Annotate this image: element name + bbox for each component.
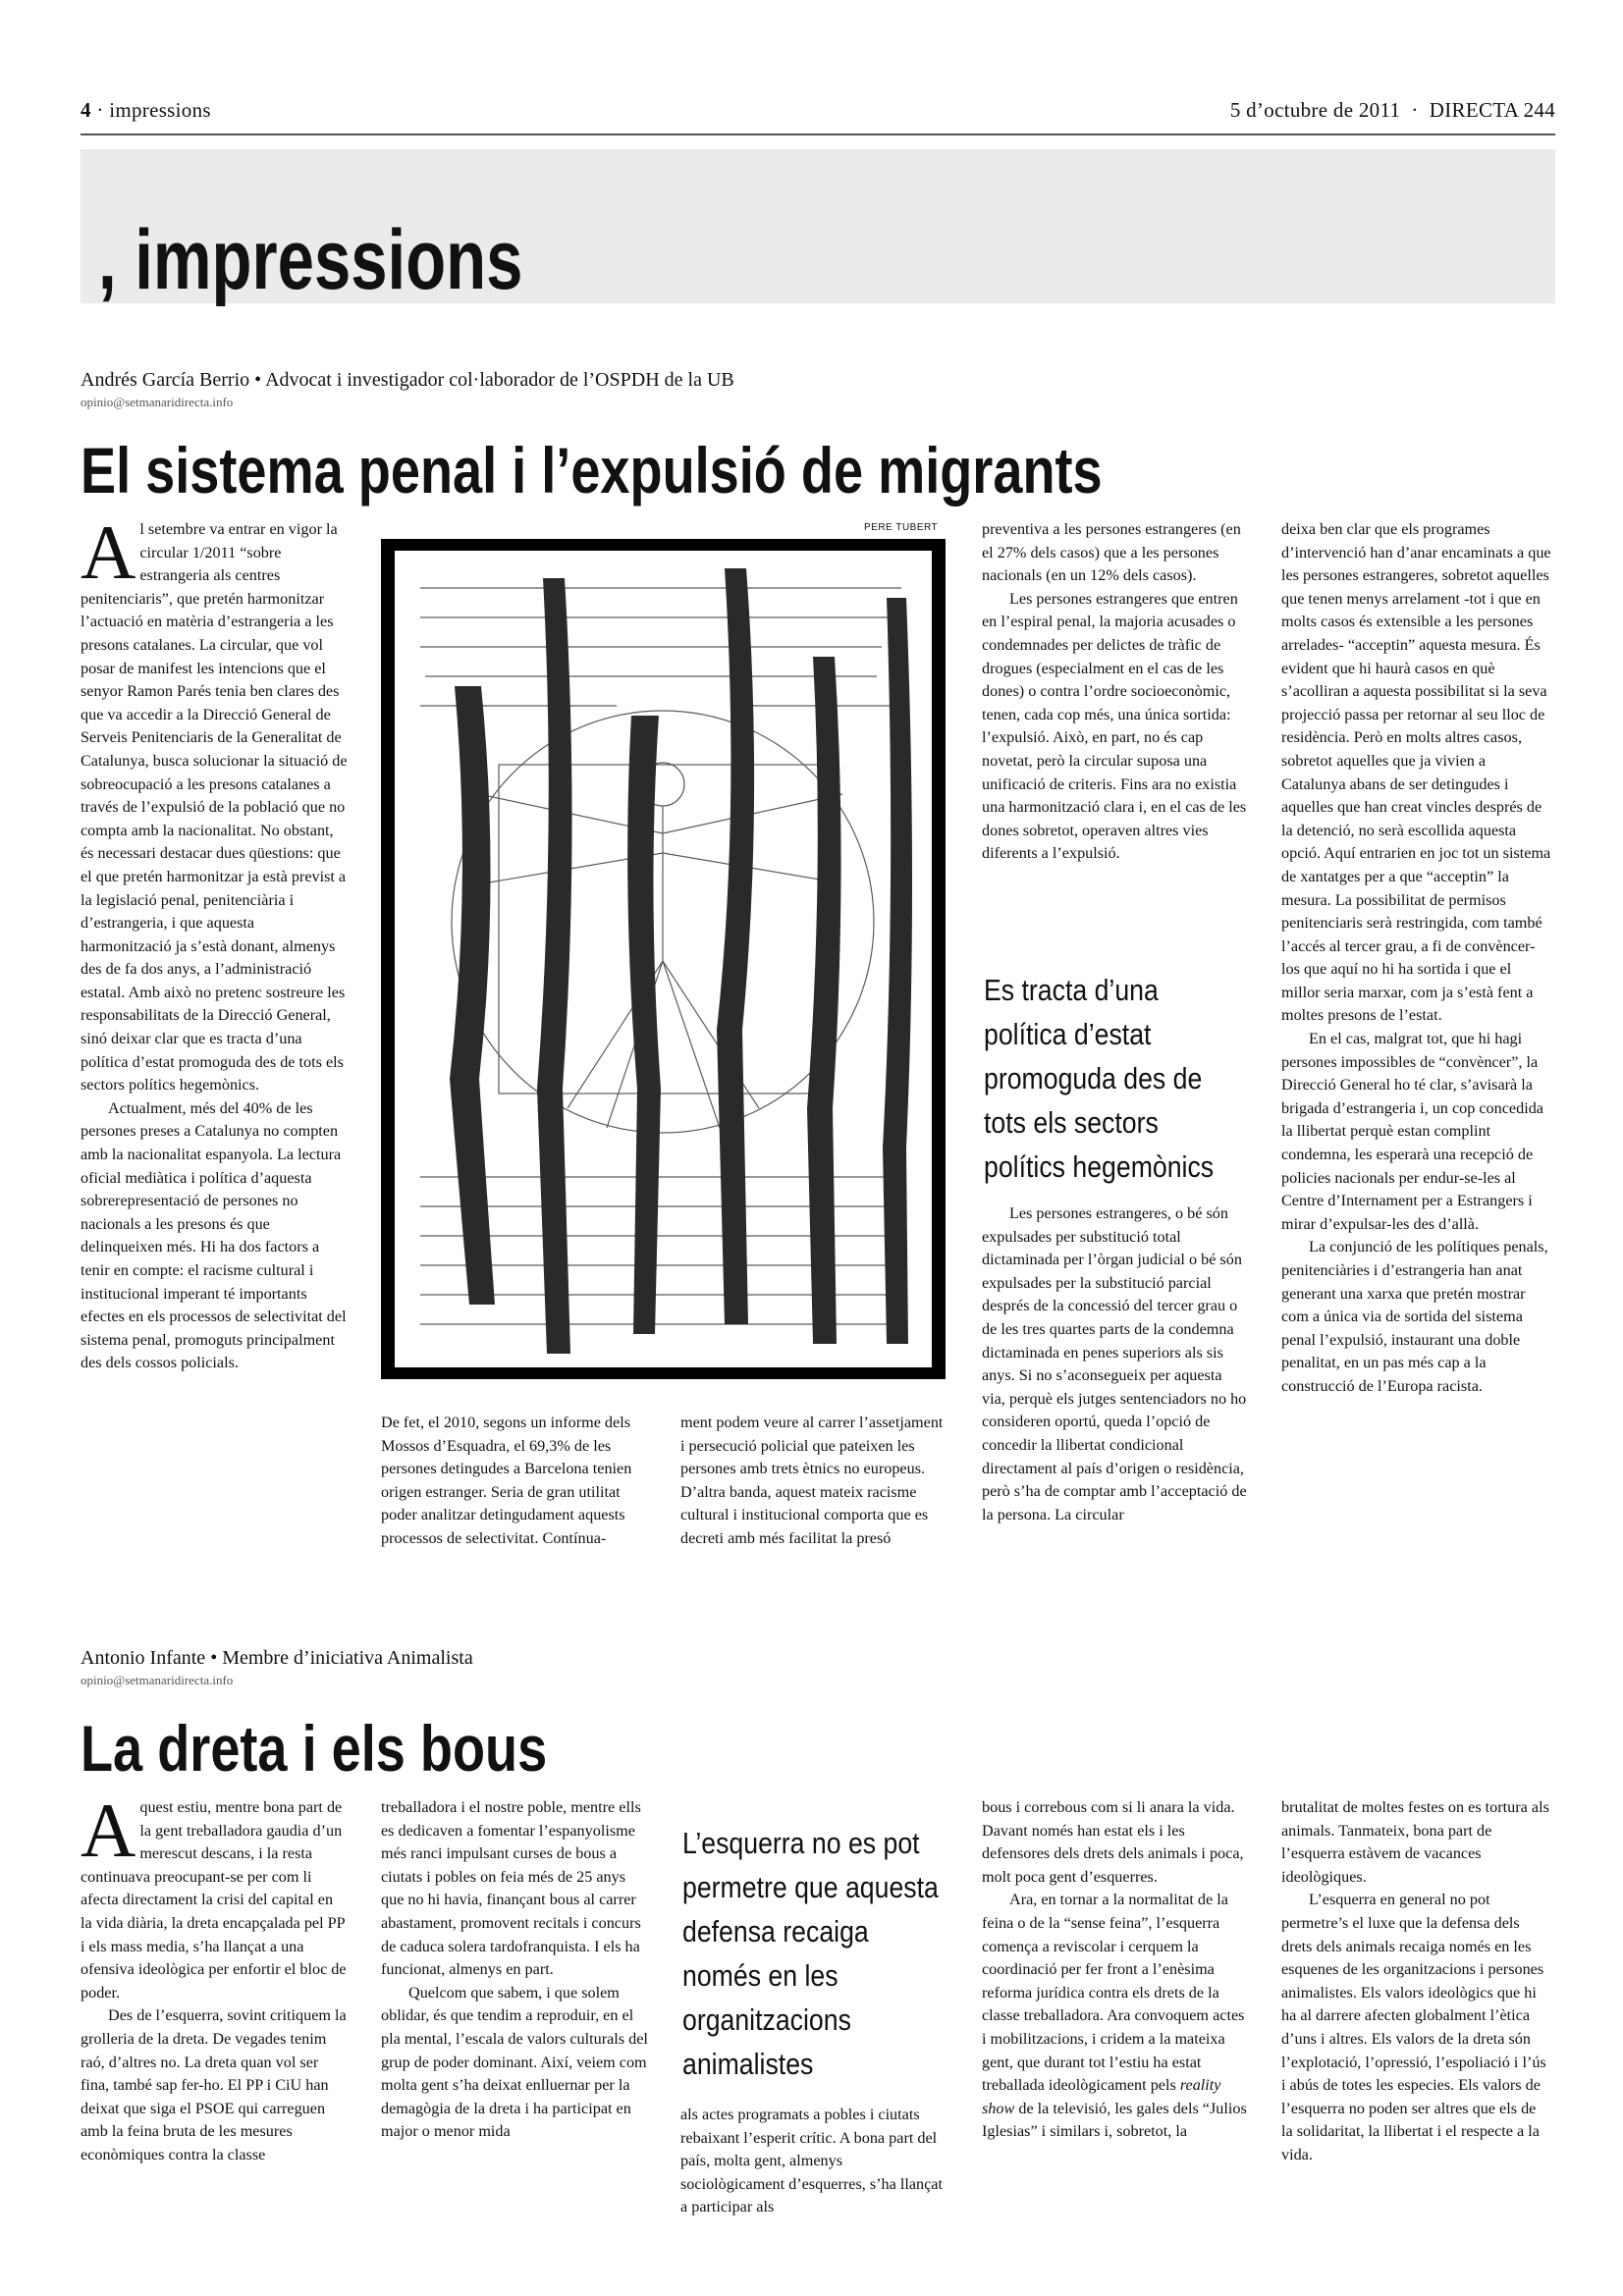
article2-column-1: [81, 1788, 348, 2167]
article1-byline: Andrés García Berrio • Advocat i investigador col·laborador de l’OSPDH de la UB: [81, 369, 734, 391]
article1-column-2b: [680, 1412, 947, 1551]
publication-issue: DIRECTA 244: [1429, 98, 1555, 122]
paragraph: als actes programats a pobles i ciutats rebaixant l’esperit crític. A bona part del país, molta gent, almenys sociològicament d’esquerres, s’ha llançat a participar als: [680, 2106, 943, 2216]
header-rule: [81, 133, 1555, 135]
page-number: 4: [81, 98, 91, 122]
running-header-left: 4 · impressions: [81, 98, 211, 122]
paragraph: ment podem veure al carrer l’assetjament i persecució policial que pateixen les persones amb trets ètnics no europeus. D’altra banda, aquest mateix racisme cultural i institucional comporta que es decreti amb més facilitat la presó: [680, 1414, 944, 1547]
running-header-right: 5 d’octubre de 2011 · DIRECTA 244: [1229, 98, 1555, 122]
illustration-vitruvian-man-behind-bars: [381, 539, 946, 1379]
article1-column-3b: [982, 1202, 1249, 1526]
paragraph: l setembre va entrar en vigor la circular 1/2011 “sobre estrangeria als centres penitenciaris”, que pretén harmonitzar l’actuació en matèria d’estrangeria a les presons catalanes. La circular, que vol posar de manifest les intencions que el senyor Ramon Parés tenia ben clares des que va accedir a la Direcció General de Serveis Penitenciaris de la Generalitat de Catalunya, busca solucionar la situació de sobreocupació a les presons catalanes a través de l’expulsió de la població que no compta amb la nacionalitat. No obstant, és necessari destacar dues qüestions: que el que pretén harmonitzar ja està previst a la legislació penal, penitenciària i d’estrangeria, i que aquesta harmonització ja s’està donant, almenys des de fa dos anys, a l’administració estatal. Amb això no pretenc sostreure les responsabilitats de la Direcció General, sinó deixar clar que es tracta d’una política d’estat promoguda des de tots els sectors polítics hegemònics.: [81, 520, 348, 1095]
paragraph: bous i correbous com si li anara la vida. Davant només han estat els i les defensores dels drets dels animals i poca, molt poca gent d’esquerres.: [982, 1798, 1244, 1886]
article1-column-1: [81, 509, 348, 1375]
article2-column-3: [680, 2104, 947, 2219]
paragraph: De fet, el 2010, segons un informe dels Mossos d’Esquadra, el 69,3% de les persones detingudes a Barcelona tenien origen estranger. Seria de gran utilitat poder analitzar detingudament aquests processos de selectivitat. Contínua-: [381, 1414, 632, 1547]
paragraph: Des de l’esquerra, sovint critiquem la grolleria de la dreta. De vegades tenim raó, d’altres no. La dreta quan vol ser fina, també sap fer-ho. El PP i CiU han deixat que siga el PSOE qui carreguen amb la feina bruta de les mesures econòmiques contra la classe: [81, 2006, 347, 2163]
paragraph: preventiva a les persones estrangeres (en el 27% dels casos) que a les persones nacionals (en un 12% dels casos).: [982, 520, 1241, 585]
illustration-image: [381, 539, 946, 1379]
dropcap: A: [81, 1788, 136, 1873]
article2-byline: Antonio Infante • Membre d’iniciativa Animalista: [81, 1647, 473, 1669]
paragraph: Quelcom que sabem, i que solem oblidar, és que tendim a reproduir, en el pla mental, l’escala de valors culturals del grup de poder dominant. Així, veiem com molta gent s’ha deixat enlluernar per la demagògia de la dreta i ha participat en major o menor mida: [381, 1983, 648, 2141]
author-name: Andrés García Berrio: [81, 369, 250, 391]
paragraph: [982, 1889, 1249, 2144]
article2-column-5: [1281, 1796, 1551, 2167]
text: de la televisió, les gales dels “Julios Iglesias” i similars i, sobretot, la: [982, 2099, 1247, 2141]
article1-column-4: [1281, 518, 1551, 1399]
paragraph: L’esquerra en general no pot permetre’s el luxe que la defensa dels drets dels animals recaiga només en les esquenes de les organitzacions i persones animalistes. Els valors ideològics que hi ha al darrere afecten globalment l’ètica d’uns i altres. Els valors de la dreta són l’explotació, l’opressió, l’espoliació i l’ús i abús de totes les especies. Els valors de l’esquerra no poden ser altres que els de la solidaritat, la llibertat i el respecte a la vida.: [1281, 1891, 1546, 2163]
paragraph: En el cas, malgrat tot, que hi hagi persones impossibles de “convèncer”, la Direcció General ho té clar, s’avisarà la brigada d’estrangeria i, un cop concedida la llibertat perquè estan complint condemna, les esperarà una recepció de policies nacionals per endur-se-les al Centre d’Internament per a Estrangers i mirar d’expulsar-les des d’allà.: [1281, 1030, 1543, 1233]
paragraph: Les persones estrangeres que entren en l’espiral penal, la majoria acusades o condemnades per delictes de tràfic de drogues (especialment en el cas de les dones) o contra l’ordre socioeconòmic, tenen, cada cop més, una única sortida: l’expulsió. Això, en part, no és cap novetat, però la circular suposa una unificació de criteris. Fins ara no existia una harmonització clara i, en el cas de les dones sobretot, operaven altres vies diferents a l’expulsió.: [982, 589, 1247, 863]
text: Ara, en tornar a la normalitat de la feina o de la “sense feina”, l’esquerra comença a reviscolar i cerquem la coordinació per fer front a l’enèsima reforma jurídica contra els drets de la classe treballadora. Ara convoquem actes i mobilitzacions, i cridem a la mateixa gent, que durant tot l’estiu ha estat treballada ideològicament pels: [982, 1891, 1245, 2095]
section-name: impressions: [109, 98, 211, 122]
dropcap: A: [81, 509, 136, 595]
author-email: opinio@setmanaridirecta.info: [81, 1673, 234, 1687]
paragraph: Actualment, més del 40% de les persones preses a Catalunya no compten amb la nacionalitat espanyola. La lectura oficial mediàtica i política d’aquesta sobrerepresentació de persones no nacionals a les presons és que delinqueixen més. Hi ha dos factors a tenir en compte: el racisme cultural i institucional imperant té importants efectes en els processos de selectivitat del sistema penal, promoguts principalment des dels cossos policials.: [81, 1098, 347, 1372]
article1-column-2a: [381, 1412, 648, 1551]
paragraph: brutalitat de moltes festes on es tortura als animals. Tanmateix, bona part de l’esquerra estàvem de vacances ideològiques.: [1281, 1798, 1549, 1886]
article2-column-2: [381, 1796, 648, 2144]
author-role: Membre d’iniciativa Animalista: [222, 1647, 473, 1669]
article2-headline: La dreta i els bous: [81, 1712, 548, 1785]
paragraph: quest estiu, mentre bona part de la gent treballadora gaudia d’un merescut descans, i la resta continuava preocupant-se per com li afecta directament la crisi del capital en la vida diària, la dreta encapçalada pel PP i els mass media, s’ha llançat a una ofensiva ideològica per enfortir el bloc de poder.: [81, 1798, 347, 2002]
paragraph: Les persones estrangeres, o bé són expulsades per substitució total dictaminada per l’òrgan judicial o bé són expulsades per la substitució parcial després de la concessió del tercer grau o de les tres quartes parts de la condemna dictaminada en penes superiors als sis anys. Si no s’aconsegueix per aquesta via, perquè els jutges sentenciadors no ho consideren oportú, queda l’opció de concedir la llibertat condicional directament al país d’origen o residència, però s’ha de comptar amb l’acceptació de la persona. La circular: [982, 1204, 1247, 1523]
paragraph: treballadora i el nostre poble, mentre ells es dedicaven a fomentar l’espanyolisme més ranci impulsant curses de bous a ciutats i pobles on feia més de 25 anys que no hi havia, finançant bous al carrer abastament, promovent recitals i concurs de caduca solera tardofranquista. I els ha funcionat, almenys en part.: [381, 1798, 641, 1979]
author-role: Advocat i investigador col·laborador de l’OSPDH de la UB: [265, 369, 734, 391]
paragraph: La conjunció de les polítiques penals, penitenciàries i d’estrangeria han anat generant una xarxa que pretén mostrar com a única via de sortida del sistema penal l’expulsió, instaurant una doble penalitat, en un pas més cap a la construcció de l’Europa racista.: [1281, 1238, 1548, 1395]
article2-pull-quote: L’esquerra no es pot permetre que aquesta defensa recaiga només en les organitzacions animalistes: [682, 1826, 939, 2081]
author-name: Antonio Infante: [81, 1647, 206, 1669]
article1-pull-quote: Es tracta d’una política d’estat promoguda des de tots els sectors polítics hegemònics: [984, 973, 1215, 1184]
issue-date: 5 d’octubre de 2011: [1229, 98, 1401, 122]
section-title: , impressions: [98, 213, 523, 307]
italic-term: reality show: [982, 2076, 1221, 2117]
photo-credit: PERE TUBERT: [864, 522, 939, 533]
paragraph: deixa ben clar que els programes d’intervenció han d’anar encaminats a que les persones estrangeres, sobretot aquelles que tenen menys arrelament -tot i que en molts casos és extensible a les persones arrelades- “acceptin” aquesta mesura. És evident que hi haurà casos en què s’acolliran a aquesta possibilitat si la seva projecció passa per retornar al seu lloc de residència. Però en molts altres casos, sobretot aquelles que ja vivien a Catalunya abans de ser detingudes i aquelles que han creat vincles després de la detenció, no serà escollida aquesta opció. Aquí entrarien en joc tot un sistema de xantatges per a que “acceptin” la mesura. La possibilitat de permisos penitenciaris serà restringida, com també l’accés al tercer grau, a fi de convèncer-los que aquí no hi ha sortida i que el millor seria marxar, com ja s’està fent a moltes presons de l’estat.: [1281, 520, 1551, 1025]
article2-column-4: [982, 1796, 1249, 2144]
author-email: opinio@setmanaridirecta.info: [81, 395, 234, 409]
article1-headline: El sistema penal i l’expulsió de migrants: [81, 434, 1103, 507]
article1-column-3: [982, 518, 1249, 866]
